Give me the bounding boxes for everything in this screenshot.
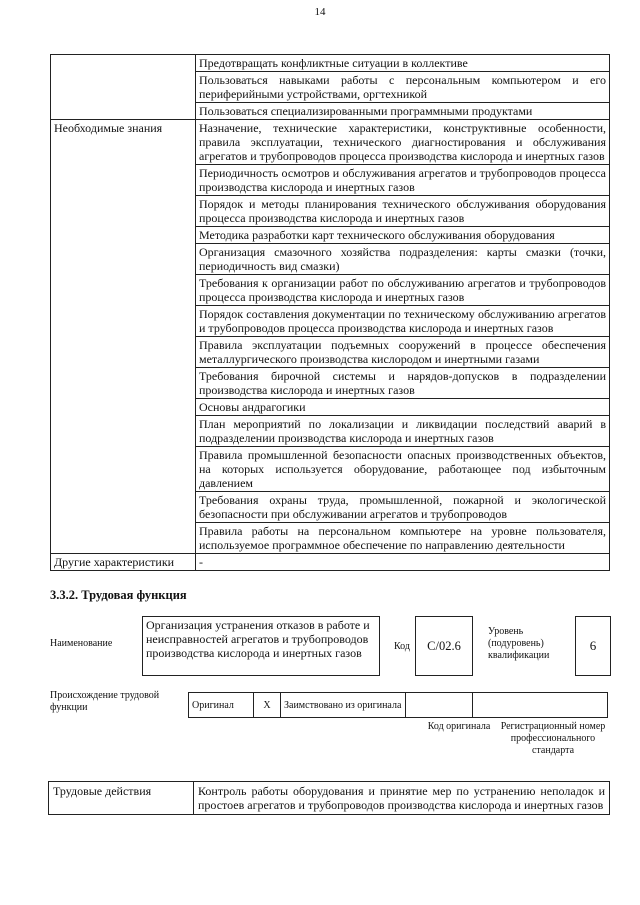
- knowledge-label: Необходимые знания: [51, 120, 196, 554]
- code-label: Код: [394, 641, 410, 652]
- knowledge-item: Правила промышленной безопасности опасных производственных объектов, на которых используется оборудование, работающее под избыточным давлением: [196, 447, 610, 492]
- other-characteristics-label: Другие характеристики: [51, 554, 196, 571]
- knowledge-item: Порядок составления документации по техническому обслуживанию агрегатов и трубопроводов процесса производства кислорода и инертных газов: [196, 306, 610, 337]
- skills-label-cell: [51, 103, 196, 120]
- skill-item: Предотвращать конфликтные ситуации в коллективе: [196, 55, 610, 72]
- knowledge-item: Правила эксплуатации подъемных сооружений в процессе обеспечения металлургического производства кислородом и инертными газами: [196, 337, 610, 368]
- origin-table: [188, 692, 608, 718]
- knowledge-item: Организация смазочного хозяйства подразделения: карты смазки (точки, периодичность вид смазки): [196, 244, 610, 275]
- knowledge-item: План мероприятий по локализации и ликвидации последствий аварий в подразделении производства кислорода и инертных газов: [196, 416, 610, 447]
- knowledge-item: Требования бирочной системы и нарядов-допусков в подразделении производства кислорода и инертных газов: [196, 368, 610, 399]
- labor-actions-label: Трудовые действия: [49, 782, 194, 815]
- skill-item: Пользоваться специализированными программными продуктами: [196, 103, 610, 120]
- skill-item: Пользоваться навыками работы с персональным компьютером и его периферийными устройствами, оргтехникой: [196, 72, 610, 103]
- requirements-table: [50, 54, 610, 571]
- labor-action-item: Контроль работы оборудования и принятие мер по устранению неполадок и простоев агрегатов и трубопроводов производства кислорода и инертных газов: [194, 782, 610, 815]
- knowledge-item: Требования к организации работ по обслуживанию агрегатов и трубопроводов процесса производства кислорода и инертных газов: [196, 275, 610, 306]
- level-value-box: 6: [575, 616, 611, 676]
- page-number: 14: [314, 6, 326, 18]
- knowledge-item: Периодичность осмотров и обслуживания агрегатов и трубопроводов процесса производства кислорода и инертных газов: [196, 165, 610, 196]
- code-value-box: C/02.6: [415, 616, 473, 676]
- origin-code-cell: [406, 693, 473, 718]
- knowledge-item: Назначение, технические характеристики, конструктивные особенности, правила эксплуатации, технического диагностирования и обслуживания агрегатов и трубопроводов процесса производства кислорода и инертных газов: [196, 120, 610, 165]
- origin-reg-cell: [473, 693, 608, 718]
- origin-label: Происхождение трудовой функции: [50, 690, 160, 713]
- level-label: Уровень (подуровень) квалификации: [488, 626, 550, 661]
- origin-original-cell: Оригинал: [189, 693, 254, 718]
- origin-code-caption: Код оригинала: [427, 721, 491, 732]
- skills-label-cell: [51, 72, 196, 103]
- knowledge-item: Методика разработки карт технического обслуживания оборудования: [196, 227, 610, 244]
- origin-mark-cell: X: [254, 693, 281, 718]
- knowledge-item: Порядок и методы планирования технического обслуживания оборудования процесса производства кислорода и инертных газов: [196, 196, 610, 227]
- knowledge-item: Правила работы на персональном компьютере на уровне пользователя, используемое программное обеспечение по направлению деятельности: [196, 523, 610, 554]
- other-characteristics-value: -: [196, 554, 610, 571]
- section-title: 3.3.2. Трудовая функция: [50, 588, 187, 602]
- name-label: Наименование: [50, 638, 113, 649]
- origin-borrowed-cell: Заимствовано из оригинала: [281, 693, 406, 718]
- knowledge-item: Требования охраны труда, промышленной, пожарной и экологической безопасности при обслуживании агрегатов и трубопроводов: [196, 492, 610, 523]
- skills-label-cell: [51, 55, 196, 72]
- labor-actions-table: [48, 781, 610, 815]
- origin-reg-caption: Регистрационный номер профессионального стандарта: [500, 721, 606, 756]
- knowledge-item: Основы андрагогики: [196, 399, 610, 416]
- function-name-box: Организация устранения отказов в работе и неисправностей агрегатов и трубопроводов производства кислорода и инертных газов: [142, 616, 380, 676]
